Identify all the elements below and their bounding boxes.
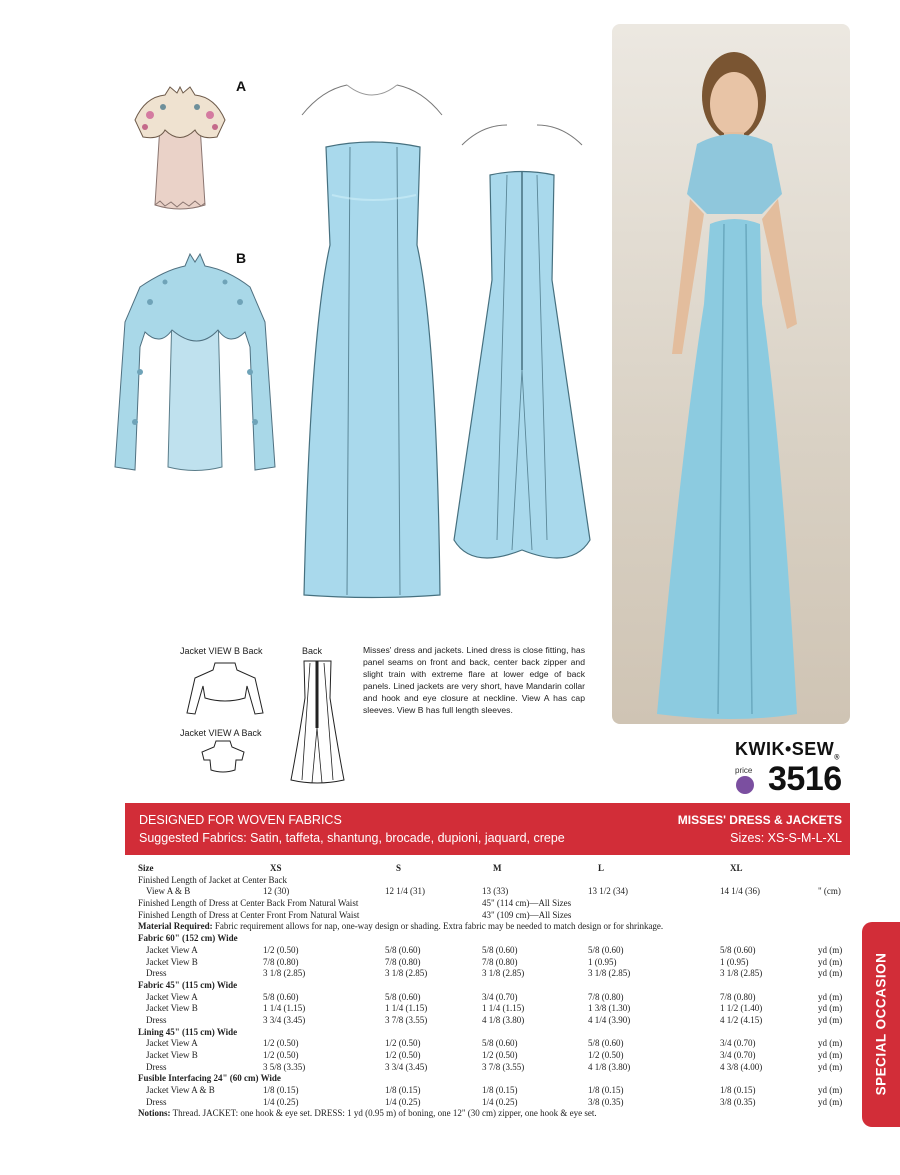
cell-unit: yd (m) <box>818 1085 843 1096</box>
model-photo <box>612 24 850 724</box>
cell-m: 1/8 (0.15) <box>482 1085 518 1096</box>
table-row <box>138 957 853 969</box>
size-s: S <box>396 863 402 873</box>
cell-xl: 4 3/8 (4.00) <box>720 1061 763 1072</box>
cell-xs: 1/2 (0.50) <box>263 1050 299 1060</box>
cell-s: 1 1/4 (1.15) <box>385 1003 428 1014</box>
cell-unit: yd (m) <box>818 1014 843 1025</box>
material-text: Fabric requirement allows for nap, one-way design or shading. Extra fabric may be needed to match design or for shrinkage. <box>214 921 664 932</box>
cell-xs: 3 5/8 (3.35) <box>263 1061 306 1072</box>
cell-m: 1 1/4 (1.15) <box>482 1003 525 1014</box>
finished-dress-front-value: 43" (109 cm)—All Sizes <box>482 909 572 920</box>
cell-xs: 1/2 (0.50) <box>263 1038 299 1049</box>
cell-unit: yd (m) <box>818 956 843 967</box>
notions-label: Notions: <box>138 1108 171 1119</box>
size-m: M <box>493 863 502 873</box>
cell-s: 5/8 (0.60) <box>385 944 421 955</box>
row-label: Dress <box>146 1061 167 1072</box>
cell-s: 1/8 (0.15) <box>385 1085 421 1096</box>
row-label: Jacket View B <box>146 956 198 967</box>
cell-m: 3/4 (0.70) <box>482 991 518 1002</box>
cell-xl: 3/4 (0.70) <box>720 1050 756 1060</box>
table-row <box>138 1085 853 1097</box>
row-label: Jacket View A <box>146 1038 198 1049</box>
pattern-category-text: MISSES' DRESS & JACKETS <box>677 813 842 827</box>
table-row <box>138 898 853 910</box>
cell-l: 4 1/4 (3.90) <box>588 1014 631 1025</box>
fabric-info-band <box>125 803 850 855</box>
cell-xl: 7/8 (0.80) <box>720 991 756 1002</box>
section-title <box>138 1027 853 1039</box>
cell-l: 13 1/2 (34) <box>588 886 628 897</box>
caption-jacket-a-back: Jacket VIEW A Back <box>180 728 262 738</box>
cell-m: 4 1/8 (3.80) <box>482 1014 525 1025</box>
table-row <box>138 875 853 887</box>
dress-front-illustration <box>292 75 452 600</box>
cell-m: 1/4 (0.25) <box>482 1096 518 1107</box>
cell-xl: 3/4 (0.70) <box>720 1038 756 1049</box>
cell-xs: 12 (30) <box>263 886 290 897</box>
cell-l: 3 1/8 (2.85) <box>588 968 631 979</box>
cell-xl: 14 1/4 (36) <box>720 886 760 897</box>
finished-dress-back-label: Finished Length of Dress at Center Back From Natural Waist <box>138 898 359 909</box>
material-note <box>138 921 663 933</box>
price-label: price <box>735 766 753 775</box>
yardage-sections <box>138 933 853 1108</box>
caption-jacket-b-back: Jacket VIEW B Back <box>180 646 263 656</box>
row-label: Jacket View B <box>146 1003 198 1014</box>
cell-xs: 5/8 (0.60) <box>263 991 299 1002</box>
table-row <box>138 1050 853 1062</box>
cell-l: 1/8 (0.15) <box>588 1085 624 1096</box>
finished-jacket-title: Finished Length of Jacket at Center Back <box>138 874 287 885</box>
cell-m: 5/8 (0.60) <box>482 944 518 955</box>
cell-l: 5/8 (0.60) <box>588 944 624 955</box>
cell-xs: 1/2 (0.50) <box>263 944 299 955</box>
pattern-description: Misses' dress and jackets. Lined dress is close fitting, has panel seams on front and back, center back zipper and slight train with extreme flare at lower edge of back panels. Lined jackets are very short, have Mandarin collar and hook and eye closure at neckline. View A has cap sleeves. View B has full length sleeves. <box>363 645 585 715</box>
row-label: Dress <box>146 968 167 979</box>
cell-xl: 5/8 (0.60) <box>720 944 756 955</box>
section-title-text: Fusible Interfacing 24" (60 cm) Wide <box>138 1073 281 1084</box>
brand-name: KWIK•SEW <box>735 739 835 759</box>
table-row <box>138 992 853 1004</box>
cell-unit: yd (m) <box>818 1003 843 1014</box>
section-title-text: Lining 45" (115 cm) Wide <box>138 1026 238 1037</box>
table-header-row <box>138 863 853 875</box>
cell-m: 3 7/8 (3.55) <box>482 1061 525 1072</box>
notions-text: Thread. JACKET: one hook & eye set. DRESS: 1 yd (0.95 m) of boning, one 12" (30 cm) zipper, one hook & eye set. <box>172 1108 597 1119</box>
cell-unit: yd (m) <box>818 968 843 979</box>
dress-back-illustration <box>452 120 592 570</box>
jacket-a-back-sketch <box>198 738 248 778</box>
row-label: Jacket View B <box>146 1050 198 1060</box>
cell-m: 3 1/8 (2.85) <box>482 968 525 979</box>
dress-back-sketch <box>290 658 345 786</box>
notions-note <box>138 1108 597 1120</box>
brand-registered-mark: ® <box>834 754 840 762</box>
yardage-table <box>138 863 853 1120</box>
row-label: Jacket View A <box>146 991 198 1002</box>
table-row <box>138 1097 853 1109</box>
brand-logo <box>735 739 840 762</box>
jacket-b-illustration <box>110 252 280 477</box>
cell-s: 1/4 (0.25) <box>385 1096 421 1107</box>
cell-s: 1/2 (0.50) <box>385 1038 421 1049</box>
cell-unit: yd (m) <box>818 944 843 955</box>
table-row <box>138 1015 853 1027</box>
cell-unit: yd (m) <box>818 991 843 1002</box>
section-title-text: Fabric 45" (115 cm) Wide <box>138 979 238 990</box>
section-title <box>138 980 853 992</box>
cell-unit: yd (m) <box>818 1038 843 1049</box>
cell-xs: 1 1/4 (1.15) <box>263 1003 306 1014</box>
caption-back: Back <box>302 646 323 656</box>
finished-dress-back-value: 45" (114 cm)—All Sizes <box>482 898 572 909</box>
row-label: Jacket View A <box>146 944 198 955</box>
cell-m: 5/8 (0.60) <box>482 1038 518 1049</box>
table-row <box>138 1038 853 1050</box>
cell-s: 12 1/4 (31) <box>385 886 425 897</box>
row-label: View A & B <box>146 886 191 897</box>
cell-s: 3 3/4 (3.45) <box>385 1061 428 1072</box>
pattern-number: 3516 <box>768 760 842 798</box>
special-occasion-text: SPECIAL OCCASION <box>873 952 889 1096</box>
cell-xs: 1/8 (0.15) <box>263 1085 299 1096</box>
cell-xs: 3 3/4 (3.45) <box>263 1014 306 1025</box>
notions-row <box>138 1108 853 1120</box>
cell-m: 13 (33) <box>482 886 509 897</box>
cell-xs: 1/4 (0.25) <box>263 1096 299 1107</box>
cell-xl: 3/8 (0.35) <box>720 1096 756 1107</box>
cell-xl: 4 1/2 (4.15) <box>720 1014 763 1025</box>
table-row <box>138 921 853 933</box>
size-xs: XS <box>270 863 282 873</box>
cell-unit: yd (m) <box>818 1050 843 1060</box>
row-label: Jacket View A & B <box>146 1085 215 1096</box>
cell-l: 1/2 (0.50) <box>588 1050 624 1060</box>
jacket-b-back-sketch <box>185 658 265 718</box>
cell-l: 5/8 (0.60) <box>588 1038 624 1049</box>
table-row <box>138 1062 853 1074</box>
section-title <box>138 1073 853 1085</box>
cell-l: 7/8 (0.80) <box>588 991 624 1002</box>
sizes-text: Sizes: XS-S-M-L-XL <box>730 831 842 845</box>
size-xl: XL <box>730 863 743 873</box>
size-l: L <box>598 863 605 873</box>
table-row <box>138 968 853 980</box>
cell-xs: 7/8 (0.80) <box>263 956 299 967</box>
view-b-letter: B <box>236 250 247 266</box>
cell-l: 1 (0.95) <box>588 956 617 967</box>
cell-xs: 3 1/8 (2.85) <box>263 968 306 979</box>
cell-s: 5/8 (0.60) <box>385 991 421 1002</box>
cell-s: 3 7/8 (3.55) <box>385 1014 428 1025</box>
cell-s: 3 1/8 (2.85) <box>385 968 428 979</box>
finished-dress-front-label: Finished Length of Dress at Center Front From Natural Waist <box>138 909 360 920</box>
table-row <box>138 910 853 922</box>
table-row <box>138 1003 853 1015</box>
cell-s: 7/8 (0.80) <box>385 956 421 967</box>
jacket-a-illustration <box>125 85 235 215</box>
table-row <box>138 945 853 957</box>
cell-xl: 1 1/2 (1.40) <box>720 1003 763 1014</box>
table-row <box>138 886 853 898</box>
cell-xl: 1 (0.95) <box>720 956 749 967</box>
cell-m: 7/8 (0.80) <box>482 956 518 967</box>
section-title-text: Fabric 60" (152 cm) Wide <box>138 933 238 944</box>
row-label: Dress <box>146 1014 167 1025</box>
row-label: Dress <box>146 1096 167 1107</box>
cell-unit: " (cm) <box>818 886 841 897</box>
section-title <box>138 933 853 945</box>
cell-xl: 1/8 (0.15) <box>720 1085 756 1096</box>
designed-for-text: DESIGNED FOR WOVEN FABRICS <box>139 813 342 827</box>
suggested-fabrics-text: Suggested Fabrics: Satin, taffeta, shantung, brocade, dupioni, jaquard, crepe <box>139 831 565 845</box>
view-a-letter: A <box>236 78 247 94</box>
cell-l: 4 1/8 (3.80) <box>588 1061 631 1072</box>
material-label: Material Required: <box>138 921 213 932</box>
cell-l: 3/8 (0.35) <box>588 1096 624 1107</box>
cell-l: 1 3/8 (1.30) <box>588 1003 631 1014</box>
price-dot-icon <box>736 776 754 794</box>
cell-s: 1/2 (0.50) <box>385 1050 421 1060</box>
cell-unit: yd (m) <box>818 1096 843 1107</box>
cell-unit: yd (m) <box>818 1061 843 1072</box>
cell-xl: 3 1/8 (2.85) <box>720 968 763 979</box>
size-header: Size <box>138 863 154 873</box>
cell-m: 1/2 (0.50) <box>482 1050 518 1060</box>
